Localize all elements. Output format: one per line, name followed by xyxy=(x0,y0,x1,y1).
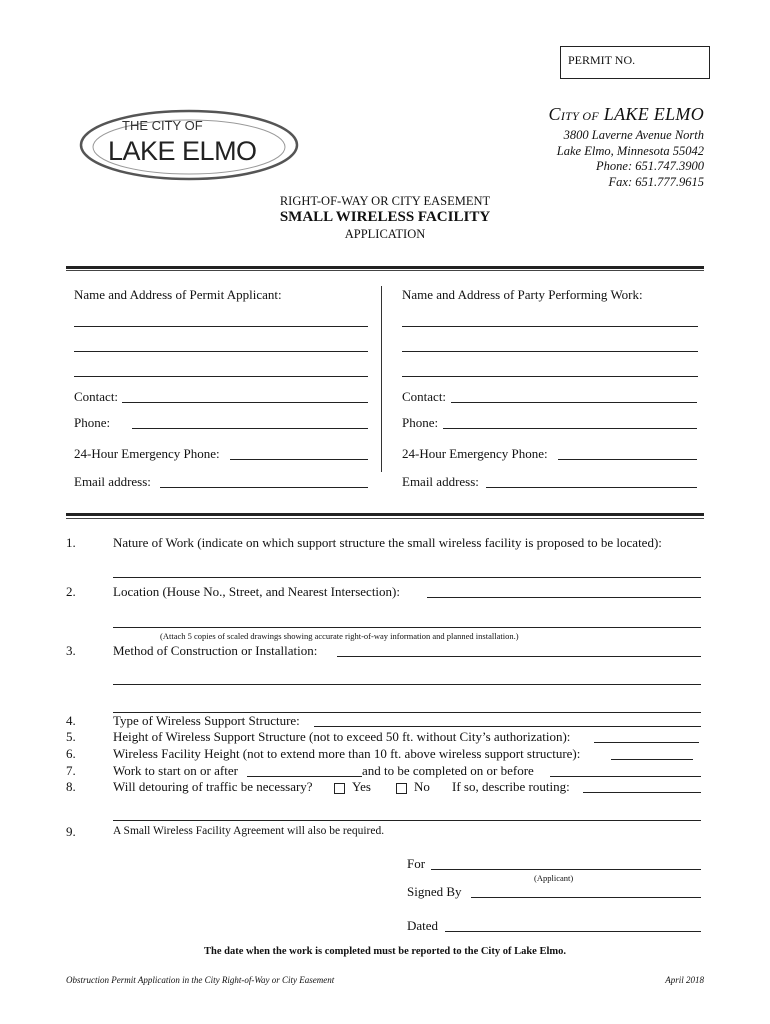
support-structure-type-label: Type of Wireless Support Structure: xyxy=(113,713,300,728)
applicant-for-field[interactable] xyxy=(431,869,701,870)
location-field-2[interactable] xyxy=(113,627,701,628)
performer-contact-field[interactable] xyxy=(451,402,697,403)
item-number: 1. xyxy=(66,535,76,550)
construction-method-field[interactable] xyxy=(337,656,701,657)
item-number: 6. xyxy=(66,746,76,761)
support-structure-height-field[interactable] xyxy=(594,742,699,743)
logo-line2: LAKE ELMO xyxy=(108,136,257,166)
for-label: For xyxy=(407,856,426,871)
construction-method-label: Method of Construction or Installation: xyxy=(113,643,318,658)
divider xyxy=(66,518,704,519)
completion-notice: The date when the work is completed must be reported to the City of Lake Elmo. xyxy=(203,946,567,957)
performer-contact-label: Contact: xyxy=(402,389,447,404)
city-address xyxy=(480,128,704,190)
applicant-contact-label: Contact: xyxy=(74,389,119,404)
work-end-field[interactable] xyxy=(550,776,701,777)
footer-title: Obstruction Permit Application in the City Right-of-Way or City Easement xyxy=(66,975,335,985)
work-end-label: and to be completed on or before xyxy=(362,763,534,778)
location-field[interactable] xyxy=(427,597,701,598)
logo-line1: THE CITY OF xyxy=(122,118,203,133)
performer-title: Name and Address of Party Performing Work: xyxy=(402,287,643,302)
performer-emergency-label: 24-Hour Emergency Phone: xyxy=(402,446,548,461)
item-number: 7. xyxy=(66,763,76,778)
applicant-phone-label: Phone: xyxy=(74,415,111,430)
applicant-email-label: Email address: xyxy=(74,474,151,489)
address-line2: Lake Elmo, Minnesota 55042 xyxy=(556,143,704,158)
signed-by-label: Signed By xyxy=(407,884,462,899)
applicant-address-field[interactable] xyxy=(74,376,368,377)
detour-no-label: No xyxy=(414,779,430,794)
divider xyxy=(66,513,704,516)
construction-method-field-2[interactable] xyxy=(113,684,701,685)
form-subtitle: RIGHT-OF-WAY OR CITY EASEMENT xyxy=(279,194,491,208)
city-logo xyxy=(78,106,300,184)
applicant-email-field[interactable] xyxy=(160,487,368,488)
facility-height-label: Wireless Facility Height (not to extend more than 10 ft. above wireless support structure): xyxy=(113,746,581,761)
divider xyxy=(66,266,704,269)
support-structure-type-field[interactable] xyxy=(314,726,701,727)
applicant-phone-field[interactable] xyxy=(132,428,368,429)
divider xyxy=(66,270,704,271)
drawing-note: (Attach 5 copies of scaled drawings showing accurate right-of-way information and planned installation.) xyxy=(160,631,519,641)
city-phone: Phone: 651.747.3900 xyxy=(596,159,704,173)
agreement-note: A Small Wireless Facility Agreement will also be required. xyxy=(113,825,385,837)
work-start-field[interactable] xyxy=(247,776,362,777)
city-name: CITY OF LAKE ELMO xyxy=(548,104,704,124)
routing-label: If so, describe routing: xyxy=(452,779,570,794)
routing-field[interactable] xyxy=(583,792,701,793)
permit-number-label: PERMIT NO. xyxy=(568,53,636,67)
form-title: SMALL WIRELESS FACILITY xyxy=(279,209,491,225)
nature-of-work-label: Nature of Work (indicate on which support structure the small wireless facility is proposed to be located): xyxy=(113,535,662,550)
column-divider xyxy=(381,286,382,472)
form-type: APPLICATION xyxy=(344,227,426,241)
routing-field-2[interactable] xyxy=(113,820,701,821)
work-start-label: Work to start on or after xyxy=(113,763,238,778)
applicant-emergency-field[interactable] xyxy=(230,459,368,460)
location-label: Location (House No., Street, and Nearest Intersection): xyxy=(113,584,400,599)
dated-field[interactable] xyxy=(445,931,701,932)
performer-address-field[interactable] xyxy=(402,351,698,352)
signed-by-field[interactable] xyxy=(471,897,701,898)
performer-email-label: Email address: xyxy=(402,474,479,489)
applicant-emergency-label: 24-Hour Emergency Phone: xyxy=(74,446,220,461)
applicant-title: Name and Address of Permit Applicant: xyxy=(74,287,282,302)
support-structure-height-label: Height of Wireless Support Structure (not to exceed 50 ft. without City’s authorization): xyxy=(113,729,571,744)
facility-height-field[interactable] xyxy=(611,759,693,760)
city-fax: Fax: 651.777.9615 xyxy=(608,174,704,189)
applicant-name-field[interactable] xyxy=(74,326,368,327)
performer-email-field[interactable] xyxy=(486,487,697,488)
applicant-address-field[interactable] xyxy=(74,351,368,352)
item-number: 5. xyxy=(66,729,76,744)
applicant-contact-field[interactable] xyxy=(122,402,368,403)
applicant-note: (Applicant) xyxy=(534,873,574,883)
performer-emergency-field[interactable] xyxy=(558,459,697,460)
dated-label: Dated xyxy=(407,918,439,933)
permit-number-box[interactable] xyxy=(560,46,710,79)
detour-yes-label: Yes xyxy=(352,779,371,794)
nature-of-work-field[interactable] xyxy=(113,577,701,578)
item-number: 2. xyxy=(66,584,76,599)
detour-yes-checkbox[interactable] xyxy=(334,781,345,799)
address-line1: 3800 Laverne Avenue North xyxy=(563,128,704,142)
performer-name-field[interactable] xyxy=(402,326,698,327)
performer-address-field[interactable] xyxy=(402,376,698,377)
item-number: 8. xyxy=(66,779,76,794)
item-number: 9. xyxy=(66,824,76,839)
detour-question: Will detouring of traffic be necessary? xyxy=(113,779,313,794)
performer-phone-label: Phone: xyxy=(402,415,439,430)
detour-no-checkbox[interactable] xyxy=(396,781,407,799)
item-number: 4. xyxy=(66,713,76,728)
footer-date: April 2018 xyxy=(665,975,704,985)
item-number: 3. xyxy=(66,643,76,658)
performer-phone-field[interactable] xyxy=(443,428,697,429)
